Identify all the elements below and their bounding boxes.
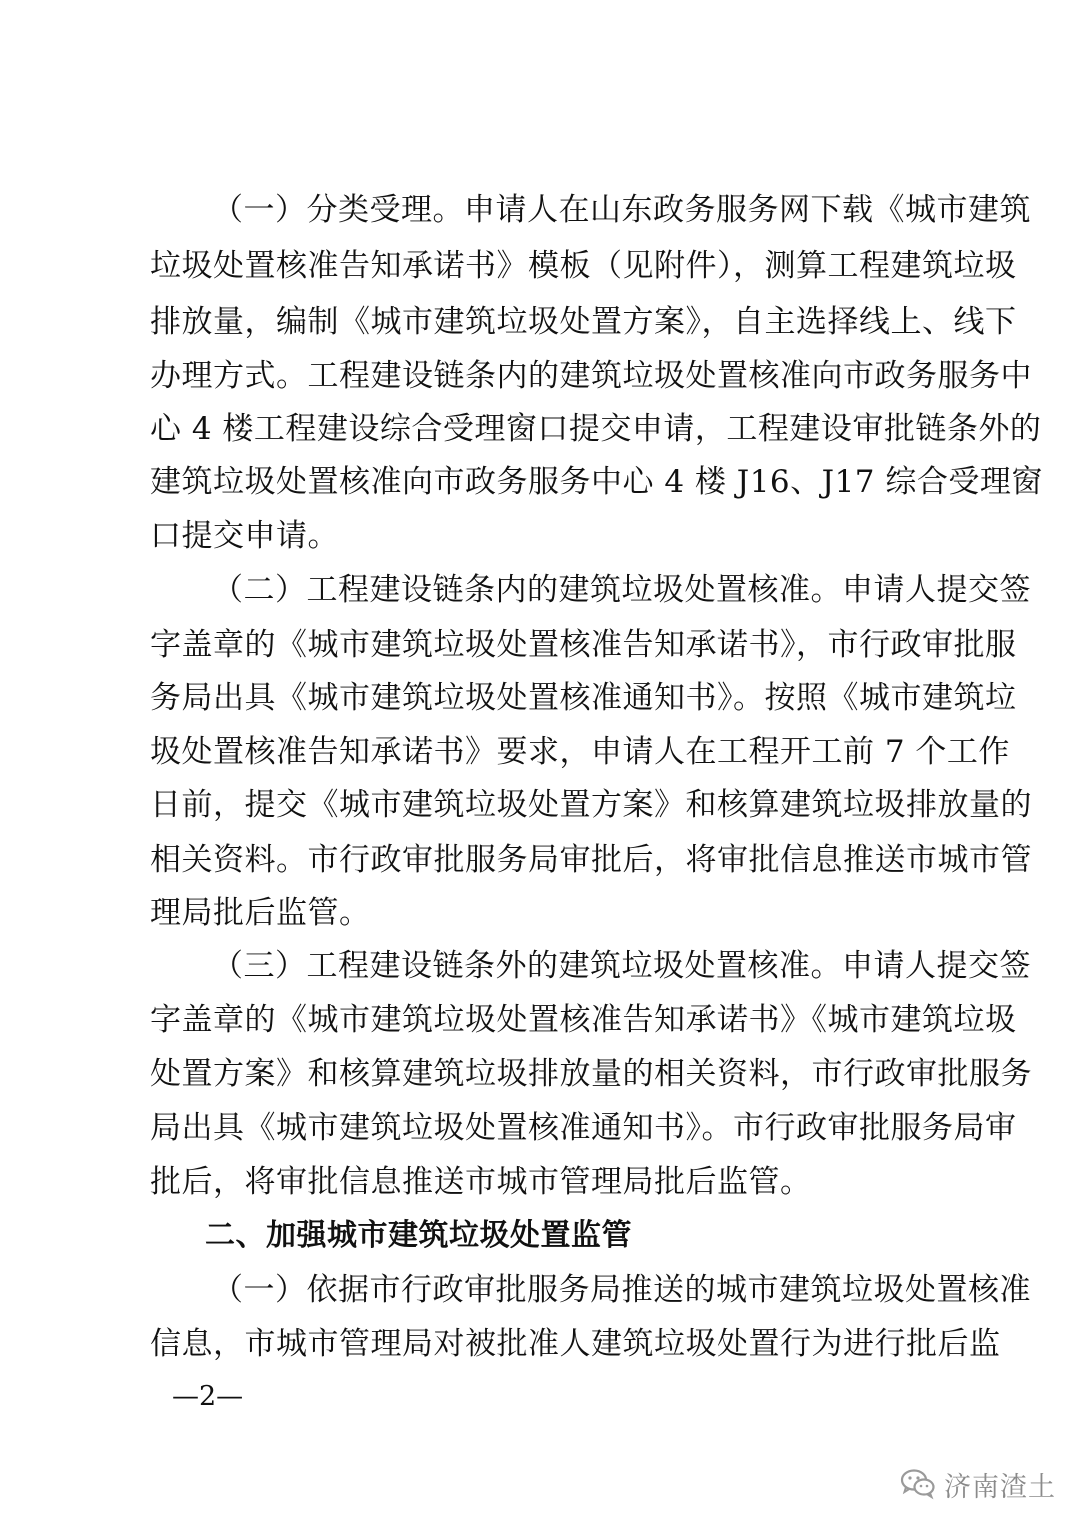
watermark <box>900 1466 1056 1502</box>
paragraph-1-line-5: 心 4 楼工程建设综合受理窗口提交申请，工程建设审批链条外的 <box>150 411 1042 447</box>
paragraph-3-line-4: 局出具《城市建筑垃圾处置核准通知书》。市行政审批服务局审 <box>150 1110 1017 1146</box>
paragraph-2-line-3: 务局出具《城市建筑垃圾处置核准通知书》。按照《城市建筑垃 <box>150 680 1017 716</box>
paragraph-1-line-7: 口提交申请。 <box>150 518 339 554</box>
paragraph-3-line-5: 批后，将审批信息推送市城市管理局批后监管。 <box>150 1164 812 1200</box>
paragraph-1-line-4: 办理方式。工程建设链条内的建筑垃圾处置核准向市政务服务中 <box>150 358 1032 394</box>
paragraph-1-line-3: 排放量，编制《城市建筑垃圾处置方案》，自主选择线上、线下 <box>150 304 1017 340</box>
paragraph-2-line-7: 理局批后监管。 <box>150 895 371 931</box>
wechat-icon <box>900 1468 936 1500</box>
paragraph-3-line-3: 处置方案》和核算建筑垃圾排放量的相关资料，市行政审批服务 <box>150 1056 1032 1092</box>
paragraph-3-line-1: （三）工程建设链条外的建筑垃圾处置核准。申请人提交签 <box>212 948 1031 984</box>
paragraph-2-line-6: 相关资料。市行政审批服务局审批后，将审批信息推送市城市管 <box>150 842 1032 878</box>
paragraph-1-line-2: 垃圾处置核准告知承诺书》模板（见附件），测算工程建筑垃圾 <box>150 248 1017 284</box>
paragraph-2-line-2: 字盖章的《城市建筑垃圾处置核准告知承诺书》，市行政审批服 <box>150 627 1017 663</box>
page-number: —2— <box>172 1381 244 1412</box>
paragraph-2-line-4: 圾处置核准告知承诺书》要求，申请人在工程开工前 7 个工作 <box>150 734 1010 770</box>
watermark-text: 济南渣土 <box>944 1471 1056 1503</box>
section-heading: 二、加强城市建筑垃圾处置监管 <box>205 1218 632 1253</box>
paragraph-1-line-6: 建筑垃圾处置核准向市政务服务中心 4 楼 J16、J17 综合受理窗 <box>150 464 1043 500</box>
paragraph-2-line-1: （二）工程建设链条内的建筑垃圾处置核准。申请人提交签 <box>212 572 1031 608</box>
paragraph-1-line-1: （一）分类受理。申请人在山东政务服务网下载《城市建筑 <box>212 192 1031 228</box>
paragraph-4-line-1: （一）依据市行政审批服务局推送的城市建筑垃圾处置核准 <box>212 1272 1031 1308</box>
paragraph-3-line-2: 字盖章的《城市建筑垃圾处置核准告知承诺书》《城市建筑垃圾 <box>150 1002 1017 1038</box>
paragraph-4-line-2: 信息，市城市管理局对被批准人建筑垃圾处置行为进行批后监 <box>150 1326 1001 1362</box>
paragraph-2-line-5: 日前，提交《城市建筑垃圾处置方案》和核算建筑垃圾排放量的 <box>150 787 1032 823</box>
